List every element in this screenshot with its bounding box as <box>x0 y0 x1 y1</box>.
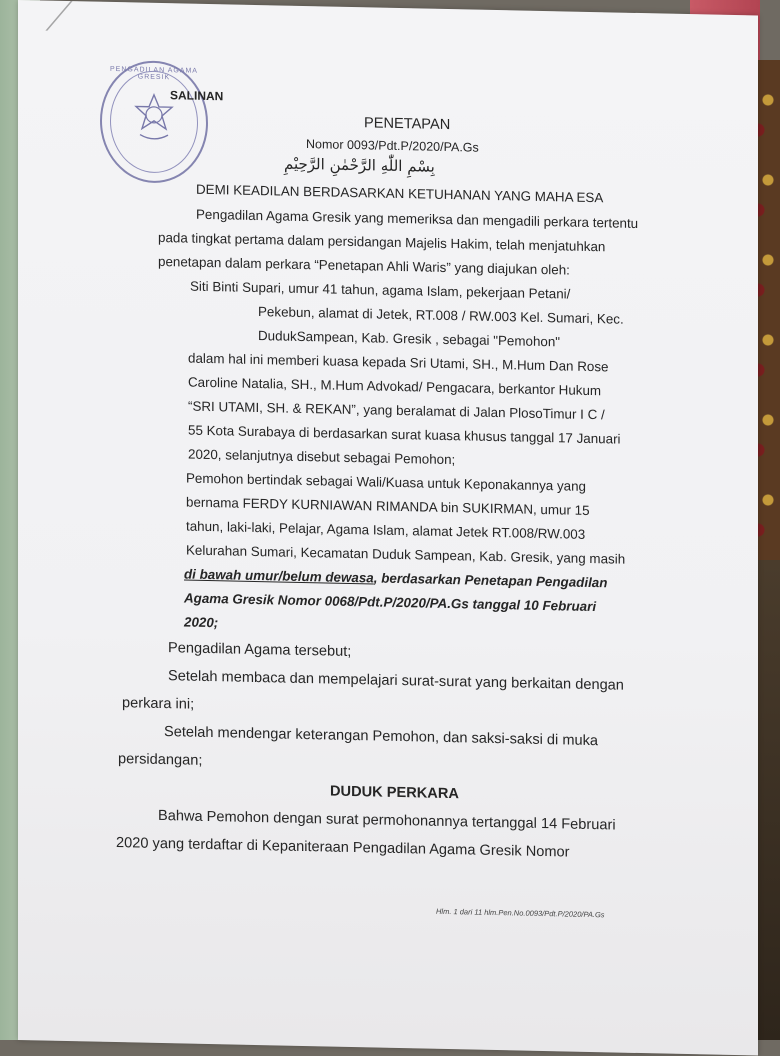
emphasis-line: Agama Gresik Nomor 0068/Pdt.P/2020/PA.Gs tanggal 10 Februari <box>184 590 597 615</box>
doc-title: PENETAPAN <box>364 115 451 134</box>
emphasis-underlined: di bawah umur/belum dewasa <box>184 566 374 586</box>
section-title: DUDUK PERKARA <box>330 783 459 803</box>
body-line: dalam hal ini memberi kuasa kepada Sri Utami, SH., M.Hum Dan Rose <box>188 350 609 375</box>
body-line: pada tingkat pertama dalam persidangan Majelis Hakim, telah menjatuhkan <box>158 229 606 255</box>
body-line: Pekebun, alamat di Jetek, RT.008 / RW.003 Kel. Sumari, Kec. <box>258 304 624 327</box>
emphasis-line <box>184 566 607 591</box>
body-line: Siti Binti Supari, umur 41 tahun, agama Islam, pekerjaan Petani/ <box>190 278 571 302</box>
body-line: tahun, laki-laki, Pelajar, Agama Islam, alamat Jetek RT.008/RW.003 <box>186 518 586 542</box>
body-line: perkara ini; <box>122 695 195 713</box>
body-line: bernama FERDY KURNIAWAN RIMANDA bin SUKIRMAN, umur 15 <box>186 494 590 518</box>
body-line: 2020, selanjutnya disebut sebagai Pemohon; <box>188 446 456 468</box>
stamp-label: SALINAN <box>170 88 224 104</box>
body-line: Kelurahan Sumari, Kecamatan Duduk Sampean, Kab. Gresik, yang masih <box>186 542 626 567</box>
body-line: Caroline Natalia, SH., M.Hum Advokad/ Pengacara, berkantor Hukum <box>188 374 602 399</box>
body-line: Setelah mendengar keterangan Pemohon, dan saksi-saksi di muka <box>164 724 599 750</box>
body-line: Setelah membaca dan mempelajari surat-surat yang berkaitan dengan <box>168 668 624 694</box>
body-line: Pemohon bertindak sebagai Wali/Kuasa untuk Keponakannya yang <box>186 470 587 494</box>
basmalah-calligraphy: بِسْمِ اللّٰهِ الرَّحْمٰنِ الرَّحِيْمِ <box>284 154 435 176</box>
body-line: DudukSampean, Kab. Gresik , sebagai "Pemohon" <box>258 328 561 350</box>
body-line: Bahwa Pemohon dengan surat permohonannya tertanggal 14 Februari <box>158 807 616 834</box>
body-line: Pengadilan Agama tersebut; <box>168 640 352 660</box>
body-line: penetapan dalam perkara “Penetapan Ahli Waris” yang diajukan oleh: <box>158 253 570 278</box>
document-page <box>18 0 758 1056</box>
body-line: persidangan; <box>118 751 203 769</box>
emphasis-line: 2020; <box>184 614 219 631</box>
emphasis-rest: , berdasarkan Penetapan Pengadilan <box>373 570 608 591</box>
doc-motto: DEMI KEADILAN BERDASARKAN KETUHANAN YANG MAHA ESA <box>196 181 604 206</box>
court-stamp <box>100 60 208 184</box>
page-fold <box>45 1 112 31</box>
body-line: Pengadilan Agama Gresik yang memeriksa dan mengadili perkara tertentu <box>196 206 639 231</box>
body-line: 55 Kota Surabaya di berdasarkan surat kuasa khusus tanggal 17 Januari <box>188 422 621 447</box>
page-footer: Hlm. 1 dari 11 hlm.Pen.No.0093/Pdt.P/2020/PA.Gs <box>436 906 605 920</box>
body-line: “SRI UTAMI, SH. & REKAN”, yang beralamat di Jalan PlosoTimur I C / <box>188 398 605 423</box>
doc-number: Nomor 0093/Pdt.P/2020/PA.Gs <box>306 137 479 155</box>
stamp-ring-text: PENGADILAN AGAMA GRESIK <box>110 65 198 82</box>
body-line: 2020 yang terdaftar di Kepaniteraan Pengadilan Agama Gresik Nomor <box>116 835 570 861</box>
